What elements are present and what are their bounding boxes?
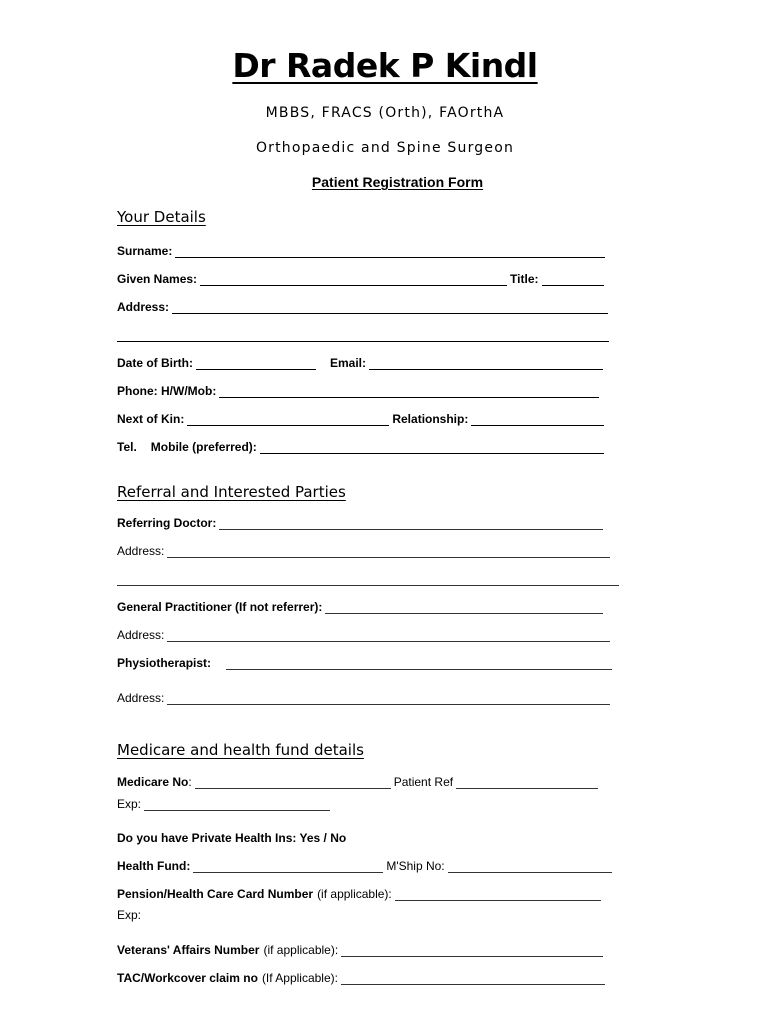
- referring-doctor-field[interactable]: [219, 517, 603, 530]
- address-label: Address:: [117, 300, 170, 314]
- address-field[interactable]: [172, 301, 608, 314]
- veterans-row: [117, 941, 606, 957]
- physio-address-label: Address:: [117, 691, 165, 705]
- section-referral: Referral and Interested Parties: [117, 483, 346, 501]
- veterans-if-applicable: (if applicable):: [263, 943, 339, 957]
- tel-label: Tel.: [117, 440, 137, 454]
- dob-label: Date of Birth:: [117, 356, 193, 370]
- section-medicare: Medicare and health fund details: [117, 741, 364, 759]
- next-of-kin-field[interactable]: [187, 413, 389, 426]
- medicare-row: [117, 773, 601, 789]
- mobile-row: [117, 438, 607, 454]
- referrer-address-line-2-row: [117, 570, 622, 586]
- private-health-question[interactable]: Do you have Private Health Ins: Yes / No: [117, 831, 347, 845]
- section-your-details: Your Details: [117, 208, 206, 226]
- phone-row: [117, 382, 602, 398]
- doctor-name: Dr Radek P Kindl: [232, 46, 538, 85]
- pension-row: [117, 885, 604, 901]
- referring-doctor-label: Referring Doctor:: [117, 516, 217, 530]
- mobile-field[interactable]: [260, 441, 604, 454]
- referrer-address-row: [117, 542, 613, 558]
- gp-address-field[interactable]: [167, 629, 610, 642]
- physio-row: [117, 654, 615, 670]
- physio-field[interactable]: [226, 657, 612, 670]
- physio-address-field[interactable]: [167, 692, 610, 705]
- tac-row: [117, 969, 608, 985]
- health-fund-field[interactable]: [193, 860, 383, 873]
- email-field[interactable]: [369, 357, 603, 370]
- medicare-no-field[interactable]: [195, 776, 391, 789]
- next-of-kin-row: [117, 410, 607, 426]
- gp-label: General Practitioner (If not referrer):: [117, 600, 323, 614]
- referrer-address-label: Address:: [117, 544, 165, 558]
- tac-field[interactable]: [341, 972, 605, 985]
- given-names-label: Given Names:: [117, 272, 198, 286]
- relationship-label: Relationship:: [392, 412, 469, 426]
- relationship-field[interactable]: [471, 413, 604, 426]
- gp-field[interactable]: [325, 601, 603, 614]
- pension-label: Pension/Health Care Card Number: [117, 887, 314, 901]
- email-label: Email:: [330, 356, 367, 370]
- dob-email-row: [117, 354, 606, 370]
- title-field[interactable]: [542, 273, 604, 286]
- gp-row: [117, 598, 606, 614]
- patient-ref-label: Patient Ref: [393, 775, 454, 789]
- gp-address-label: Address:: [117, 628, 165, 642]
- phone-field[interactable]: [219, 385, 599, 398]
- pension-if-applicable: (if applicable):: [317, 887, 392, 901]
- form-title: Patient Registration Form: [311, 174, 484, 190]
- pension-exp-label: Exp:: [117, 908, 142, 922]
- tac-label: TAC/Workcover claim no: [117, 971, 258, 985]
- address-line-2-field[interactable]: [117, 329, 609, 342]
- address-line-2-row: [117, 326, 612, 342]
- medicare-exp-label: Exp:: [117, 797, 142, 811]
- medicare-exp-row: [117, 795, 333, 811]
- referring-doctor-row: [117, 514, 606, 530]
- surname-label: Surname:: [117, 244, 173, 258]
- referrer-address-field[interactable]: [167, 545, 610, 558]
- physio-address-row: [117, 689, 613, 705]
- qualifications: MBBS, FRACS (Orth), FAOrthA: [265, 105, 505, 121]
- dob-field[interactable]: [196, 357, 316, 370]
- private-health-row: [117, 829, 346, 845]
- patient-ref-field[interactable]: [456, 776, 598, 789]
- pension-exp-row: [117, 906, 141, 922]
- mobile-label: Mobile (preferred):: [150, 440, 257, 454]
- veterans-label: Veterans' Affairs Number: [117, 943, 260, 957]
- tac-if-applicable: (If Applicable):: [261, 971, 338, 985]
- mship-label: M'Ship No:: [386, 859, 445, 873]
- gp-address-row: [117, 626, 613, 642]
- medicare-colon: :: [188, 775, 192, 789]
- pension-field[interactable]: [395, 888, 601, 901]
- health-fund-row: [117, 857, 615, 873]
- referrer-address-line-2-field[interactable]: [117, 573, 619, 586]
- title-label: Title:: [510, 272, 539, 286]
- address-row: [117, 298, 611, 314]
- veterans-field[interactable]: [341, 944, 603, 957]
- phone-label: Phone: H/W/Mob:: [117, 384, 217, 398]
- health-fund-label: Health Fund:: [117, 859, 191, 873]
- next-of-kin-label: Next of Kin:: [117, 412, 185, 426]
- medicare-exp-field[interactable]: [144, 798, 330, 811]
- medicare-no-label: Medicare No: [117, 775, 189, 789]
- physio-label: Physiotherapist:: [117, 656, 212, 670]
- given-names-field[interactable]: [200, 273, 507, 286]
- given-names-row: [117, 270, 607, 286]
- surname-row: [117, 242, 608, 258]
- specialty: Orthopaedic and Spine Surgeon: [255, 140, 515, 156]
- mship-field[interactable]: [448, 860, 612, 873]
- surname-field[interactable]: [175, 245, 605, 258]
